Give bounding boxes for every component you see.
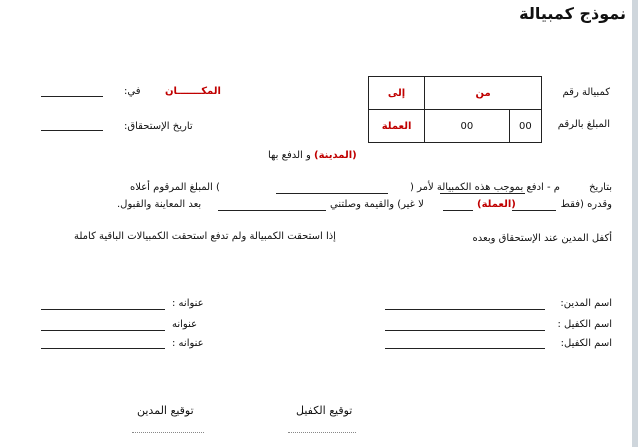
guarantor-name-label-1: اسم الكفيل : bbox=[557, 319, 612, 330]
guarantor-address-label-2: عنوانه : bbox=[172, 338, 204, 349]
debtor-address-label: عنوانه : bbox=[172, 298, 204, 309]
amount-main-value: 00 bbox=[460, 120, 474, 132]
guarantor-name-line-2[interactable] bbox=[385, 348, 545, 349]
amount-main-cell[interactable] bbox=[425, 110, 510, 143]
guarantee-statement: أكفل المدين عند الإستحقاق وبعده bbox=[472, 233, 612, 244]
para2-mid: لا غير) والقيمة وصلتني bbox=[330, 199, 424, 210]
due-date-line[interactable] bbox=[41, 130, 103, 131]
debtor-signature-label: توقيع المدين bbox=[137, 404, 194, 417]
amount-words-line[interactable] bbox=[512, 210, 556, 211]
currency-fill-line[interactable] bbox=[443, 210, 473, 211]
due-date-label: تاريخ الإستحقاق: bbox=[124, 121, 193, 132]
city-payment-text: و الدفع بها bbox=[268, 150, 311, 161]
from-label: من bbox=[475, 87, 491, 99]
guarantor-address-label-1: عنوانه bbox=[172, 319, 198, 330]
amount-number-label: المبلغ بالرقم bbox=[557, 119, 610, 130]
city-placeholder: (المدينة) bbox=[314, 150, 357, 161]
acceleration-clause: إذا استحقت الكمبيالة ولم تدفع استحقت الكمبيالات الباقية كاملة bbox=[74, 231, 336, 242]
date-label: بتاريخ bbox=[589, 182, 612, 193]
date-line[interactable] bbox=[440, 193, 525, 194]
debtor-signature-line[interactable] bbox=[132, 432, 204, 433]
bill-number-label: كمبيالة رقم bbox=[562, 87, 610, 98]
debtor-name-label: اسم المدين: bbox=[560, 298, 612, 309]
place-label: في: bbox=[124, 86, 141, 97]
para2-end: بعد المعاينة والقبول. bbox=[117, 199, 202, 210]
city-line bbox=[268, 150, 357, 161]
beneficiary-line[interactable] bbox=[276, 193, 388, 194]
place-value: المكـــــــان bbox=[165, 86, 221, 97]
guarantor-signature-label: توقيع الكفيل bbox=[296, 404, 353, 417]
value-received-line[interactable] bbox=[218, 210, 326, 211]
from-cell bbox=[425, 77, 542, 110]
para2-start: وقدره (فقط bbox=[560, 199, 612, 210]
para1-mid-text: م - ادفع بموجب هذه الكمبيالة لأمر ( bbox=[410, 182, 560, 193]
place-line[interactable] bbox=[41, 96, 103, 97]
guarantor-signature-line[interactable] bbox=[288, 432, 356, 433]
guarantor-address-line-1[interactable] bbox=[41, 330, 165, 331]
debtor-name-line[interactable] bbox=[385, 309, 545, 310]
currency-cell bbox=[369, 110, 425, 143]
amount-sub-value: 00 bbox=[518, 120, 532, 132]
amount-sub-cell[interactable] bbox=[509, 110, 541, 143]
page-title: نموذج كمبيالة bbox=[519, 4, 626, 23]
guarantor-name-label-2: اسم الكفيل: bbox=[560, 338, 612, 349]
currency-label: العملة bbox=[381, 120, 412, 132]
guarantor-name-line-1[interactable] bbox=[385, 330, 545, 331]
to-cell bbox=[369, 77, 425, 110]
bill-info-box bbox=[368, 76, 542, 143]
to-label: إلى bbox=[387, 87, 406, 99]
debtor-address-line[interactable] bbox=[41, 309, 165, 310]
para2-currency: (العملة) bbox=[477, 199, 516, 210]
guarantor-address-line-2[interactable] bbox=[41, 348, 165, 349]
para1-end-text: ) المبلغ المرقوم أعلاه bbox=[130, 182, 220, 193]
